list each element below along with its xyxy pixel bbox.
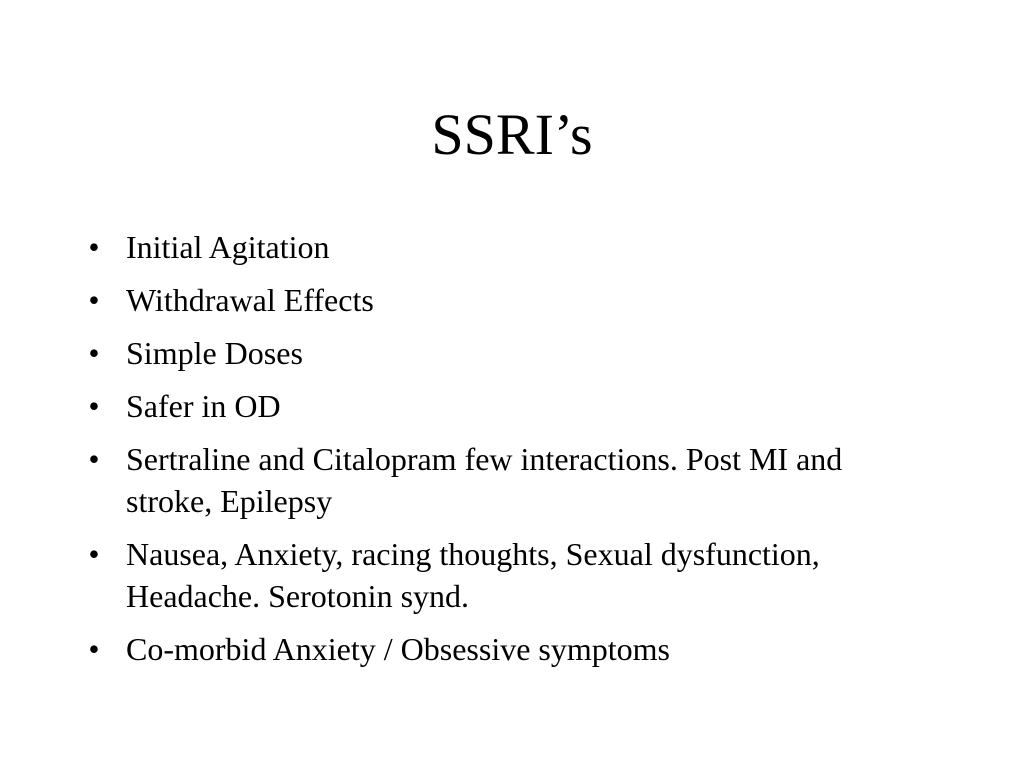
bullet-item-interactions — [84, 438, 914, 522]
bullet-icon: • — [88, 282, 100, 318]
bullet-icon: • — [88, 631, 100, 667]
bullet-item-comorbid-anxiety — [84, 628, 914, 670]
bullet-item-safer-in-od — [84, 385, 914, 427]
bullet-text: Simple Doses — [126, 335, 303, 371]
bullet-list — [84, 226, 914, 681]
bullet-text: Initial Agitation — [126, 229, 330, 265]
bullet-item-initial-agitation — [84, 226, 914, 268]
bullet-item-side-effects — [84, 533, 914, 617]
bullet-icon: • — [88, 229, 100, 265]
bullet-item-simple-doses — [84, 332, 914, 374]
bullet-text: Co-morbid Anxiety / Obsessive symptoms — [126, 631, 670, 667]
bullet-icon: • — [88, 388, 100, 424]
bullet-icon: • — [88, 441, 100, 477]
bullet-icon: • — [88, 335, 100, 371]
bullet-item-withdrawal-effects — [84, 279, 914, 321]
bullet-text: Nausea, Anxiety, racing thoughts, Sexual dysfunction, Headache. Serotonin synd. — [126, 536, 820, 614]
bullet-text: Withdrawal Effects — [126, 282, 374, 318]
slide-title: SSRI’s — [431, 102, 593, 167]
bullet-icon: • — [88, 536, 100, 572]
bullet-text: Safer in OD — [126, 388, 281, 424]
bullet-text: Sertraline and Citalopram few interactions. Post MI and stroke, Epilepsy — [126, 441, 843, 519]
